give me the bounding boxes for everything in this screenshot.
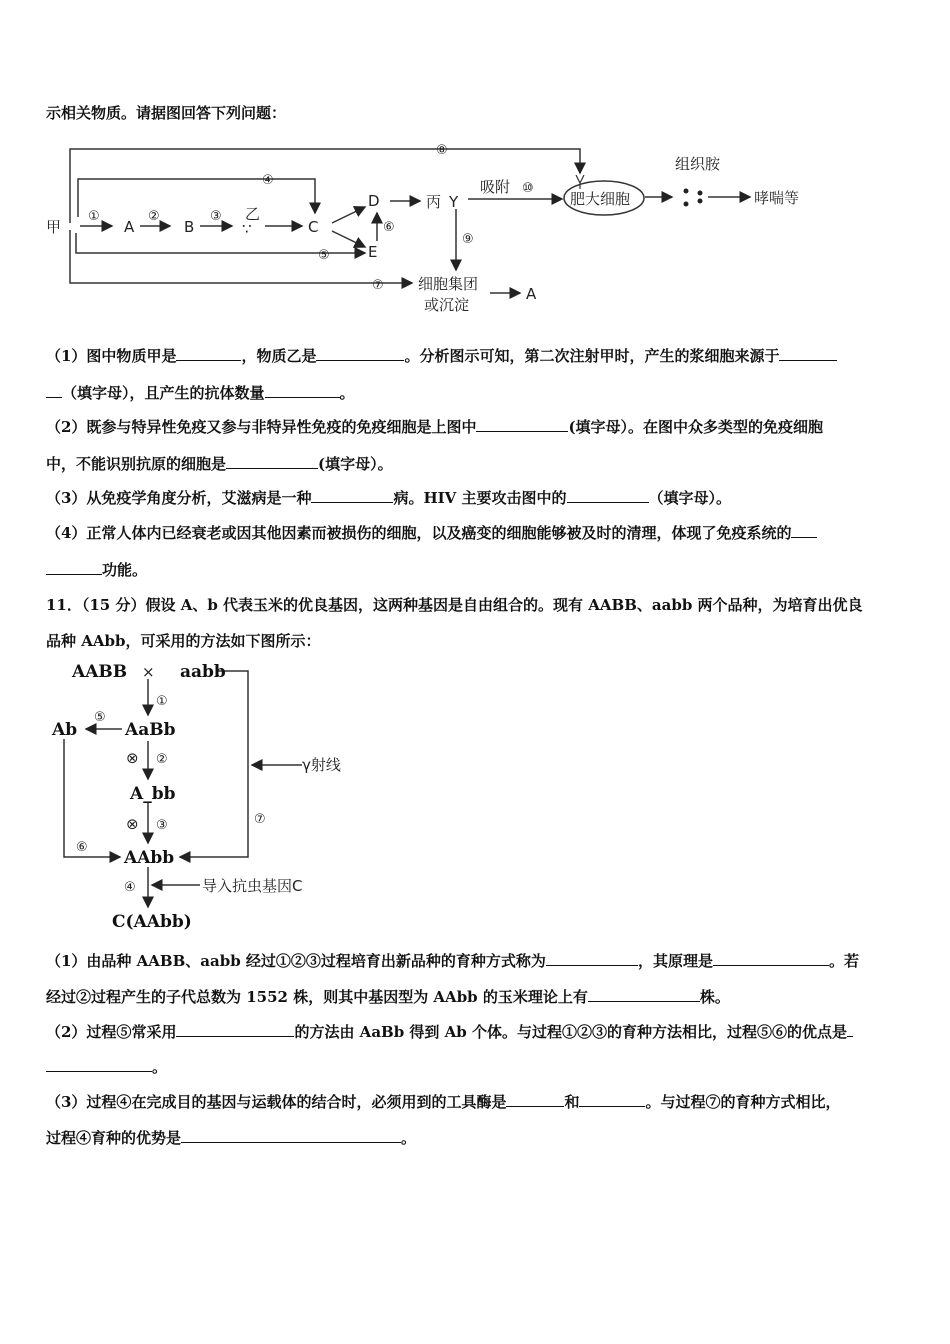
q10-line-4: 中，不能识别抗原的细胞是 (填字母）。 [46, 455, 393, 473]
cross-symbol: × [142, 663, 155, 681]
label-c: C [308, 218, 319, 236]
blank-immune-function-b[interactable] [46, 560, 102, 575]
intro-text: 示相关物质。请据图回答下列问题： [46, 104, 287, 122]
num-7: ⑦ [372, 278, 384, 293]
blank-substance-yi[interactable] [316, 346, 404, 361]
blank-principle[interactable] [713, 951, 829, 966]
q11-heading-2: 品种 AAbb，可采用的方法如下图所示： [46, 632, 321, 650]
num-10: ⑩ [522, 181, 534, 196]
blank-plasma-source-a[interactable] [779, 346, 837, 361]
label-b: B [184, 218, 195, 236]
num-3: ③ [210, 209, 222, 224]
num-8: ⑧ [436, 143, 448, 158]
label-histamine: 组织胺 [675, 155, 721, 173]
antibody-icon: Y [449, 193, 459, 211]
selfing-icon-2: ⊗ [126, 815, 139, 833]
num2-3: ③ [156, 818, 168, 833]
label-asthma: 哮喘等 [754, 189, 800, 207]
blank-advantage-a[interactable] [847, 1022, 853, 1037]
num2-2: ② [156, 752, 168, 767]
label-cluster2: 或沉淀 [424, 296, 470, 314]
label-dots: ∵ [242, 220, 252, 238]
label-bing: 丙 [426, 193, 442, 211]
num2-5: ⑤ [94, 710, 106, 725]
path-7 [70, 230, 412, 283]
blank-process4-advantage[interactable] [181, 1128, 401, 1143]
blank-substance-jia[interactable] [176, 346, 241, 361]
label-ab: Ab [52, 720, 78, 740]
q10-line-1: （1）图中物质甲是 ，物质乙是 。分析图示可知，第二次注射甲时，产生的浆细胞来源于 [46, 345, 837, 366]
blank-advantage-b[interactable] [46, 1057, 152, 1072]
immune-diagram [40, 135, 840, 320]
label-jia: 甲 [46, 218, 62, 236]
blank-aabb-count[interactable] [588, 987, 700, 1002]
blank-antibody-amount[interactable] [265, 383, 340, 398]
label-insert-gene: 导入抗虫基因C [202, 877, 303, 895]
q11-line-3: （2）过程⑤常采用 的方法由 AaBb 得到 Ab 个体。与过程①②③的育种方法相比，过程⑤⑥的优点是 [46, 1021, 853, 1042]
path-4 [78, 179, 315, 217]
num-2: ② [148, 209, 160, 224]
blank-hiv-target[interactable] [567, 488, 649, 503]
blank-non-recognizing-cell[interactable] [226, 454, 318, 469]
num-6: ⑥ [383, 220, 395, 235]
num2-6: ⑥ [76, 840, 88, 855]
blank-breeding-method[interactable] [546, 951, 638, 966]
label-gamma: γ射线 [302, 756, 341, 774]
blank-enzyme-1[interactable] [506, 1092, 564, 1107]
q10-line-3: （2）既参与特异性免疫又参与非特异性免疫的免疫细胞是上图中 (填字母）。在图中众多类型的免疫细胞 [46, 418, 824, 436]
blank-method-5[interactable] [176, 1022, 294, 1037]
label-d: D [368, 192, 380, 210]
blank-plasma-source-b[interactable] [46, 383, 62, 398]
label-c-final: C(AAbb) [112, 912, 192, 932]
label-a: A [124, 218, 135, 236]
q11-line-1: （1）由品种 AABB、aabb 经过①②③过程培育出新品种的育种方式称为 ，其原理是 。若 [46, 952, 859, 970]
num2-7: ⑦ [254, 812, 266, 827]
label-a-out: A [526, 285, 537, 303]
blank-enzyme-2[interactable] [579, 1092, 645, 1107]
blank-immune-function-a[interactable] [791, 523, 817, 538]
label-aabb-het: AaBb [125, 720, 176, 740]
selfing-icon-1: ⊗ [126, 749, 139, 767]
num2-1: ① [156, 694, 168, 709]
blank-aids-type[interactable] [311, 488, 393, 503]
q11-line-2: 经过②过程产生的子代总数为 1552 株，则其中基因型为 AAbb 的玉米理论上有 株。 [46, 988, 730, 1006]
label-adsorb: 吸附 [480, 178, 511, 196]
label-aabb-target: AAbb [124, 848, 175, 868]
label-mast-cell: 肥大细胞 [570, 190, 631, 208]
q11-line-4: 。 [46, 1056, 167, 1077]
q10-line-6: （4）正常人体内已经衰老或因其他因素而被损伤的细胞，以及癌变的细胞能够被及时的清理，体现了免疫系统的 [46, 522, 817, 543]
q10-line-2: （填字母），且产生的抗体数量 。 [46, 382, 355, 403]
label-e: E [368, 243, 378, 261]
label-yi: 乙 [245, 205, 261, 223]
num2-4: ④ [124, 880, 136, 895]
label-aabb-parent2: aabb [180, 662, 226, 682]
label-a-bb: A_bb [130, 784, 176, 804]
label-aabb-parent1: AABB [72, 662, 128, 682]
q11-line-6: 过程④育种的优势是 。 [46, 1129, 417, 1147]
q10-line-5: （3）从免疫学角度分析，艾滋病是一种 病。HIV 主要攻击图中的 （填字母）。 [46, 489, 732, 507]
breeding-diagram [40, 655, 360, 940]
num-1: ① [88, 209, 100, 224]
q11-line-5: （3）过程④在完成目的基因与运载体的结合时，必须用到的工具酶是 和 。与过程⑦的育种方式相比， [46, 1093, 841, 1111]
blank-immune-cell[interactable] [476, 417, 568, 432]
q11-heading-1: 11．（15 分）假设 A、b 代表玉米的优良基因，这两种基因是自由组合的。现有 AABB、aabb 两个品种，为培育出优良 [46, 596, 863, 614]
num-4: ④ [262, 173, 274, 188]
q10-line-7: 功能。 [46, 559, 147, 580]
num-9: ⑨ [462, 232, 474, 247]
label-cluster1: 细胞集团 [418, 275, 479, 293]
num-5: ⑤ [318, 248, 330, 263]
